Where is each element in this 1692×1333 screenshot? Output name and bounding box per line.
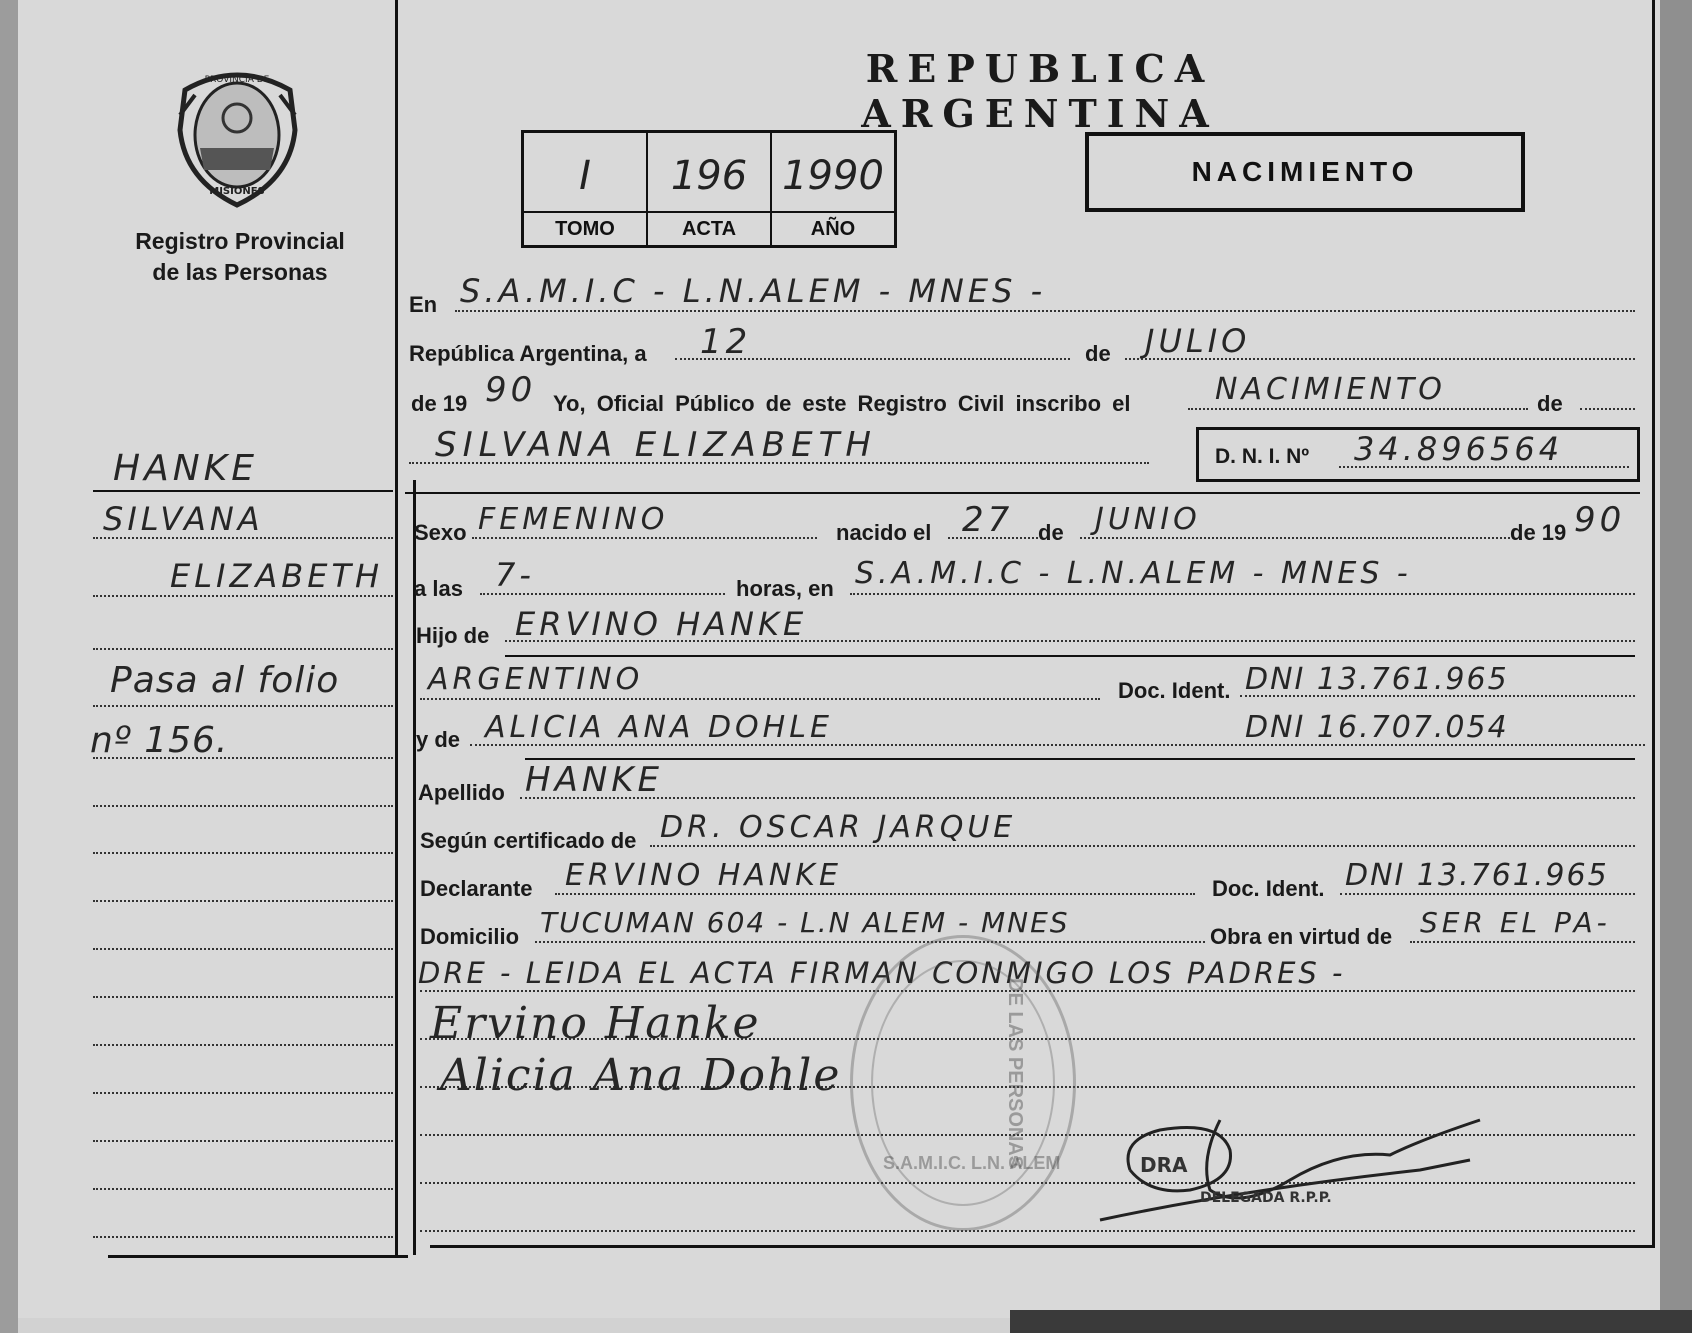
margin-note-2: nº 156. — [90, 720, 229, 761]
page-title: REPUBLICA ARGENTINA — [861, 46, 1219, 136]
form-dotted-line — [455, 310, 1635, 312]
tomo-value: I — [579, 153, 591, 199]
seal-text-top: PROVINCIA DE — [204, 75, 270, 85]
birth-place-value: S.A.M.I.C - L.N.ALEM - MNES - — [855, 556, 1412, 591]
birth-year-prefix: de 19 — [1510, 520, 1567, 545]
registry-stamp — [850, 935, 1076, 1231]
official-signature — [1090, 1100, 1510, 1225]
sexo-value: FEMENINO — [478, 502, 669, 537]
signature-mother: Alicia Ana Dohle — [440, 1050, 842, 1101]
official-text: Yo, Oficial Público de este Registro Civil inscribo el — [553, 391, 1131, 416]
form-dotted-line — [1580, 408, 1635, 410]
margin-name-2: ELIZABETH — [170, 557, 384, 595]
doc-ident-label: Doc. Ident. — [1118, 678, 1231, 703]
form-bottom-line — [430, 1245, 1655, 1248]
registry-line-2: de las Personas — [152, 259, 328, 285]
domicilio-label: Domicilio — [420, 924, 520, 949]
tomo-cell — [524, 133, 648, 245]
margin-dotted-line — [93, 900, 393, 902]
margin-surname: HANKE — [113, 448, 258, 489]
acta-cell — [648, 133, 772, 245]
tomo-label: TOMO — [524, 211, 646, 245]
place-value: S.A.M.I.C - L.N.ALEM - MNES - — [460, 272, 1047, 310]
register-table — [521, 130, 897, 248]
official-seal-line-1: DRA — [1140, 1153, 1188, 1177]
mother-name-value: ALICIA ANA DOHLE — [485, 710, 833, 745]
form-dotted-line — [520, 797, 1635, 799]
year-suffix: 90 — [485, 370, 537, 410]
margin-dotted-line — [93, 1236, 393, 1238]
de-label-3: de — [1038, 520, 1064, 545]
section-divider — [405, 492, 1640, 494]
obra-continuation: DRE - LEIDA EL ACTA FIRMAN CONMIGO LOS PADRES - — [418, 956, 1346, 990]
apellido-label: Apellido — [418, 780, 505, 805]
father-nationality-value: ARGENTINO — [428, 662, 644, 697]
margin-name-line — [93, 490, 393, 492]
margin-name-1: SILVANA — [103, 500, 264, 538]
stamp-text-right: DE LAS PERSONAS — [1004, 978, 1026, 1170]
margin-bottom-line — [108, 1255, 408, 1258]
margin-dotted-line — [93, 996, 393, 998]
birth-month-value: JUNIO — [1095, 502, 1201, 537]
nacido-label: nacido el — [836, 520, 932, 545]
form-dotted-line — [1340, 893, 1635, 895]
apellido-value: HANKE — [525, 760, 664, 800]
signature-father: Ervino Hanke — [430, 998, 761, 1049]
certificado-value: DR. OSCAR JARQUE — [660, 810, 1017, 845]
margin-dotted-line — [93, 948, 393, 950]
day-value: 12 — [700, 322, 752, 362]
en-label: En — [409, 292, 438, 317]
form-dotted-line — [1188, 408, 1528, 410]
dni-label: D. N. I. Nº — [1215, 445, 1310, 468]
declarante-label: Declarante — [420, 876, 533, 901]
declarante-doc-value: DNI 13.761.965 — [1345, 858, 1609, 893]
anio-value: 1990 — [782, 153, 884, 199]
margin-dotted-line — [93, 852, 393, 854]
page-edge-bottom — [1010, 1310, 1692, 1333]
margin-dotted-line — [93, 648, 393, 650]
registry-name — [100, 226, 380, 288]
form-dotted-line — [472, 537, 817, 539]
anio-label: AÑO — [772, 211, 894, 245]
margin-dotted-line — [93, 757, 393, 759]
mother-divider — [525, 758, 1635, 760]
dni-value: 34.896564 — [1354, 430, 1564, 468]
doc-ident-label-2: Doc. Ident. — [1212, 876, 1325, 901]
margin-dotted-line — [93, 705, 393, 707]
sexo-label: Sexo — [414, 520, 467, 545]
person-name-value: SILVANA ELIZABETH — [435, 425, 877, 465]
provincial-seal-icon — [170, 60, 305, 210]
hijo-label: Hijo de — [416, 623, 490, 648]
margin-dotted-line — [93, 1188, 393, 1190]
stamp-text-bottom: S.A.M.I.C. L.N. ALEM — [883, 1153, 1061, 1173]
month-value: JULIO — [1145, 322, 1251, 360]
margin-dotted-line — [93, 537, 393, 539]
father-doc-value: DNI 13.761.965 — [1245, 662, 1509, 697]
mother-doc-value: DNI 16.707.054 — [1245, 710, 1509, 745]
year-prefix: de 19 — [411, 391, 468, 416]
page-edge — [1660, 0, 1692, 1333]
y-de-label: y de — [416, 727, 461, 752]
acta-label: ACTA — [648, 211, 770, 245]
seal-text-bottom: MISIONES — [209, 186, 265, 197]
form-dotted-line — [555, 893, 1195, 895]
act-kind-value: NACIMIENTO — [1215, 372, 1446, 407]
margin-dotted-line — [93, 1092, 393, 1094]
anio-cell — [772, 133, 894, 245]
horas-en-label: horas, en — [736, 576, 834, 601]
form-dotted-line — [650, 845, 1635, 847]
birth-year-suffix: 90 — [1574, 500, 1626, 540]
margin-dotted-line — [93, 1044, 393, 1046]
form-dotted-line — [1410, 941, 1635, 943]
republica-label: República Argentina, a — [409, 341, 647, 366]
obra-label: Obra en virtud de — [1210, 924, 1393, 949]
acta-value: 196 — [670, 153, 748, 199]
father-name-value: ERVINO HANKE — [515, 605, 808, 643]
declarante-value: ERVINO HANKE — [565, 858, 842, 893]
obra-value: SER EL PA- — [1420, 906, 1611, 939]
right-frame-line — [1652, 0, 1655, 1245]
birth-day-value: 27 — [962, 500, 1014, 540]
margin-dotted-line — [93, 595, 393, 597]
a-las-label: a las — [414, 576, 463, 601]
registry-line-1: Registro Provincial — [135, 228, 345, 254]
column-divider — [395, 0, 398, 1255]
margin-dotted-line — [93, 1140, 393, 1142]
form-dotted-line — [420, 1230, 1635, 1232]
act-type-box: NACIMIENTO — [1085, 132, 1525, 212]
margin-note-1: Pasa al folio — [110, 660, 340, 701]
domicilio-value: TUCUMAN 604 - L.N ALEM - MNES — [540, 906, 1070, 939]
official-seal-line-2: DELEGADA R.P.P. — [1200, 1190, 1332, 1206]
de-label-2: de — [1537, 391, 1563, 416]
form-dotted-line — [850, 593, 1635, 595]
form-dotted-line — [535, 941, 1205, 943]
margin-dotted-line — [93, 805, 393, 807]
form-dotted-line — [1080, 537, 1510, 539]
father-divider — [505, 655, 1635, 657]
form-dotted-line — [420, 698, 1100, 700]
dni-box — [1196, 427, 1640, 482]
de-label: de — [1085, 341, 1111, 366]
hour-value: 7- — [495, 556, 535, 594]
book-binding — [0, 0, 18, 1333]
segun-label: Según certificado de — [420, 828, 637, 853]
